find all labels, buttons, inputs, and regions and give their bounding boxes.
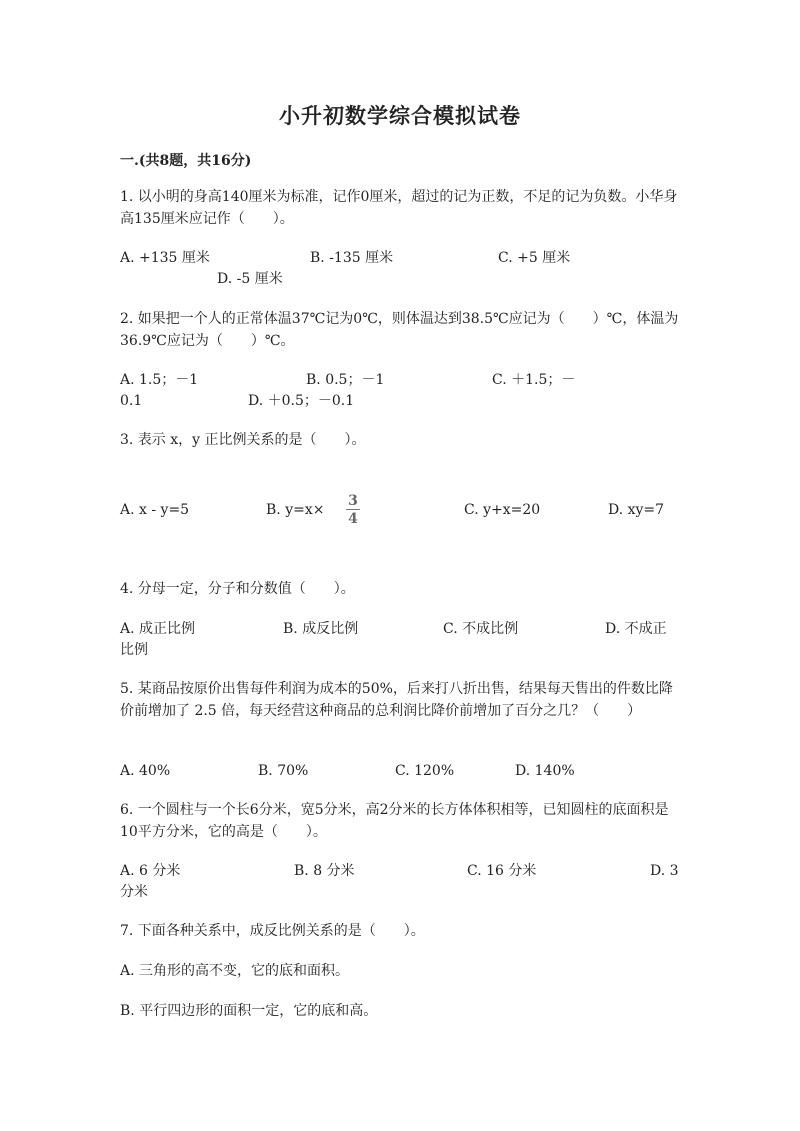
question-3-option-d[interactable]: D. xy=7 — [608, 502, 665, 518]
question-4-option-c[interactable]: C. 不成比例 — [443, 621, 519, 637]
question-4-option-d[interactable]: D. 不成正 — [605, 621, 667, 637]
question-2-option-c-cont: 0.1 — [120, 393, 143, 409]
question-5-option-a[interactable]: A. 40% — [120, 763, 171, 779]
question-4-option-a[interactable]: A. 成正比例 — [120, 621, 196, 637]
question-7-text: 7. 下面各种关系中，成反比例关系的是（ ）。 — [120, 923, 425, 939]
fraction-numerator: 3 — [348, 493, 358, 509]
question-1-option-c[interactable]: C. +5 厘米 — [498, 250, 571, 266]
question-1-text: 1. 以小明的身高140厘米为标准，记作0厘米，超过的记为正数，不足的记为负数。小华身高135厘米应记作（ ）。 — [120, 189, 678, 227]
question-7-option-b[interactable]: B. 平行四边形的面积一定，它的底和高。 — [120, 1003, 378, 1019]
question-4-option-d-cont: 比例 — [120, 642, 148, 658]
question-1-option-d[interactable]: D. -5 厘米 — [217, 271, 283, 287]
question-2-option-a[interactable]: A. 1.5；－1 — [120, 372, 199, 388]
question-3-text: 3. 表示 x，y 正比例关系的是（ ）。 — [120, 432, 366, 448]
question-6-option-c[interactable]: C. 16 分米 — [467, 863, 537, 879]
question-3-option-b[interactable]: B. y=x× — [266, 502, 325, 518]
question-2-option-b[interactable]: B. 0.5；－1 — [306, 372, 385, 388]
question-2-text: 2. 如果把一个人的正常体温37℃记为0℃，则体温达到38.5℃应记为（ ）℃，体温为36.9℃应记为（ ）℃。 — [120, 311, 679, 349]
question-3-option-a[interactable]: A. x - y=5 — [120, 502, 190, 518]
question-2-option-d[interactable]: D. ＋0.5；－0.1 — [248, 393, 355, 409]
question-4-text: 4. 分母一定，分子和分数值（ ）。 — [120, 581, 355, 597]
question-5-text: 5. 某商品按原价出售每件利润为成本的50%，后来打八折出售，结果每天售出的件数比降价前增加了 2.5 倍，每天经营这种商品的总利润比降价前增加了百分之几？（ ） — [120, 681, 673, 719]
question-6-option-d-cont: 分米 — [120, 884, 148, 900]
fraction-bar — [346, 509, 360, 510]
question-4-option-b[interactable]: B. 成反比例 — [283, 621, 359, 637]
question-1-option-b[interactable]: B. -135 厘米 — [310, 250, 394, 266]
page-title: 小升初数学综合模拟试卷 — [279, 103, 521, 128]
question-5-option-b[interactable]: B. 70% — [258, 763, 309, 779]
question-5-option-d[interactable]: D. 140% — [515, 763, 575, 779]
question-1-option-a[interactable]: A. +135 厘米 — [120, 250, 210, 266]
section-heading: 一.(共8题，共16分) — [120, 153, 252, 169]
question-3-option-c[interactable]: C. y+x=20 — [464, 502, 541, 518]
question-6-text: 6. 一个圆柱与一个长6分米，宽5分米，高2分米的长方体体积相等，已知圆柱的底面积是10平方分米，它的高是（ ）。 — [120, 802, 669, 840]
question-7-option-a[interactable]: A. 三角形的高不变，它的底和面积。 — [120, 963, 350, 979]
fraction — [346, 494, 360, 526]
fraction-denominator: 4 — [348, 511, 358, 527]
question-5-option-c[interactable]: C. 120% — [395, 763, 455, 779]
question-6-option-a[interactable]: A. 6 分米 — [120, 863, 181, 879]
question-2-option-c[interactable]: C. ＋1.5；－ — [492, 372, 576, 388]
question-6-option-b[interactable]: B. 8 分米 — [294, 863, 355, 879]
question-6-option-d[interactable]: D. 3 — [650, 863, 679, 879]
